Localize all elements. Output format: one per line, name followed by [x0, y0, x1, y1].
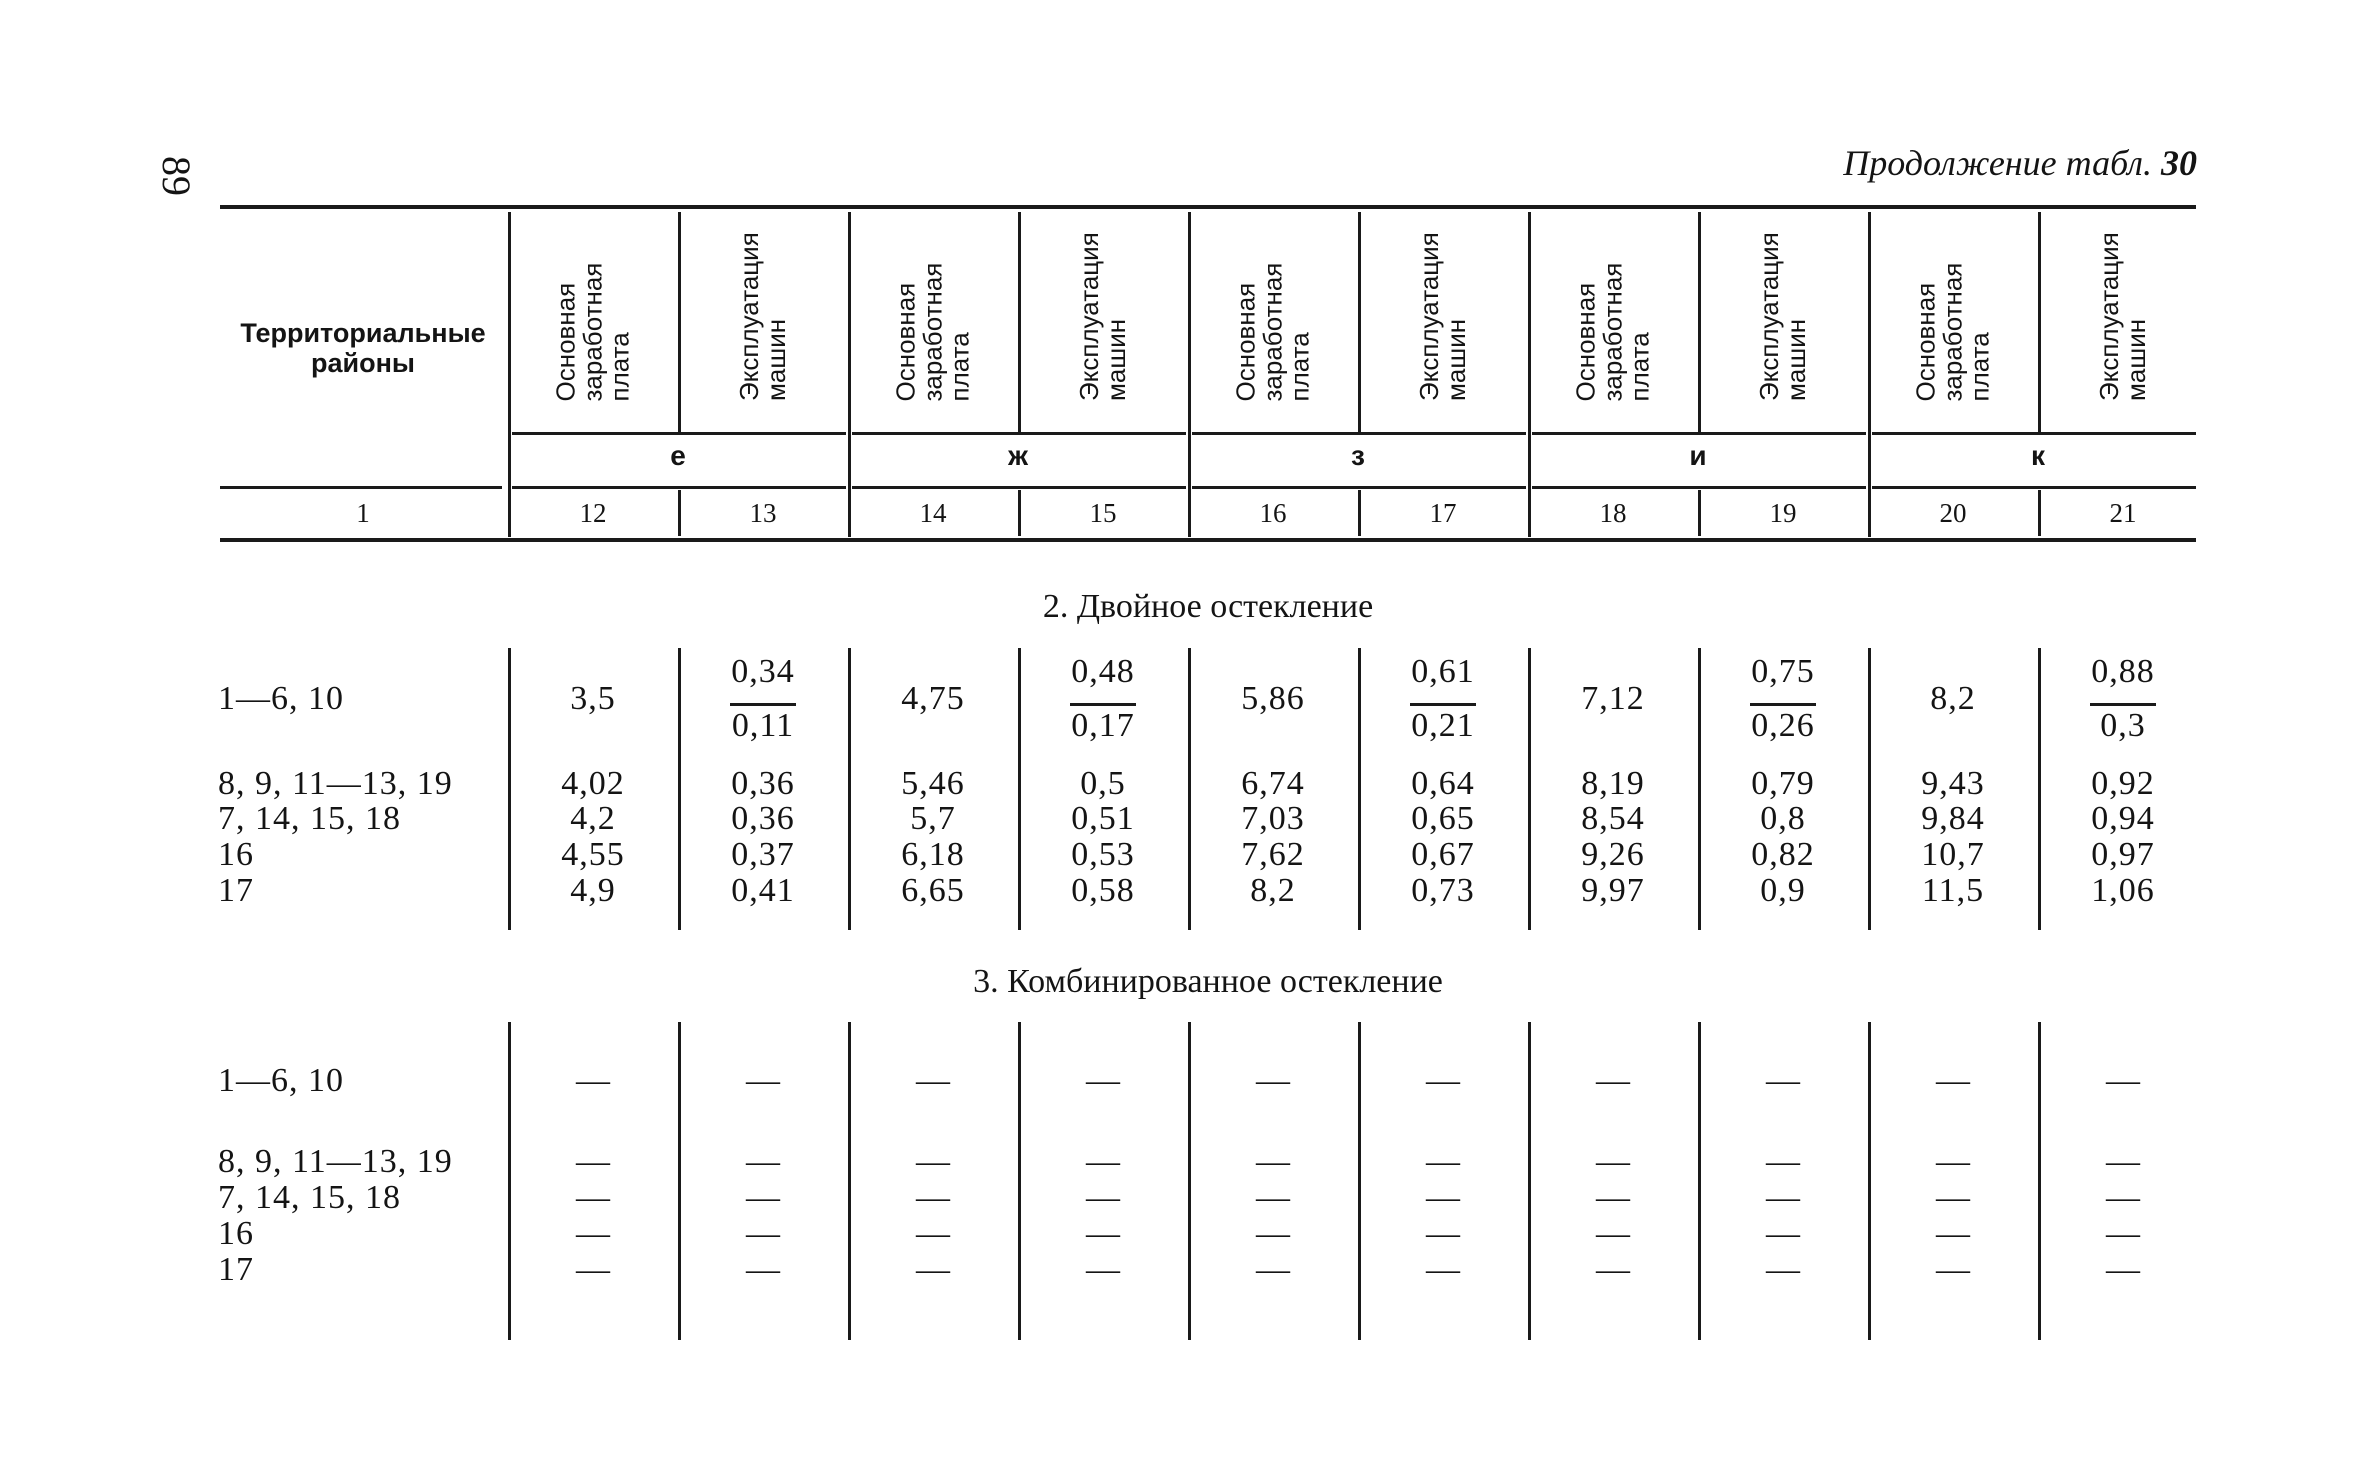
- table-cell: 0,97: [2091, 836, 2155, 873]
- header-num-separator: [2038, 490, 2041, 536]
- row-label: 16: [218, 836, 254, 873]
- header-machines: [2023, 221, 2223, 401]
- column-number: 1: [356, 498, 370, 528]
- row-label: 17: [218, 872, 254, 909]
- fraction-cell: [1368, 653, 1518, 753]
- table-cell: 0,53: [1071, 836, 1135, 873]
- empty-dash-cell: —: [1766, 1143, 1800, 1180]
- table-cell: 4,2: [570, 800, 616, 837]
- fraction-cell: [2048, 653, 2198, 753]
- section-title: 2. Двойное остекление: [1042, 588, 1374, 625]
- table-cell: 11,5: [1921, 872, 1985, 909]
- empty-dash-cell: —: [916, 1143, 950, 1180]
- empty-dash-cell: —: [1766, 1251, 1800, 1288]
- empty-dash-cell: —: [576, 1062, 610, 1099]
- empty-dash-cell: —: [1426, 1179, 1460, 1216]
- row-label: 7, 14, 15, 18: [218, 800, 401, 837]
- empty-dash-cell: —: [576, 1215, 610, 1252]
- table-cell: 7,12: [1581, 680, 1645, 717]
- table-cell: 0,67: [1411, 836, 1475, 873]
- body-column-separator: [2038, 1022, 2041, 1340]
- table-cell: 0,37: [731, 836, 795, 873]
- empty-dash-cell: —: [1596, 1062, 1630, 1099]
- table-cell: 8,54: [1581, 800, 1645, 837]
- group-letter: ж: [1008, 440, 1028, 471]
- group-rule-top: [1872, 432, 2196, 435]
- fraction-numerator: 0,48: [1071, 653, 1135, 690]
- group-letter: к: [2030, 440, 2045, 471]
- section-title: 3. Комбинированное остекление: [973, 963, 1443, 1000]
- header-text: Основная заработная плата: [1570, 262, 1655, 401]
- header-text: Основная заработная плата: [550, 262, 635, 401]
- table-cell: 0,58: [1071, 872, 1135, 909]
- table-cell: 9,84: [1921, 800, 1985, 837]
- table-cell: 6,18: [901, 836, 965, 873]
- table-cell: 0,73: [1411, 872, 1475, 909]
- empty-dash-cell: —: [916, 1251, 950, 1288]
- table-cell: 0,79: [1751, 765, 1815, 802]
- body-column-separator: [2038, 648, 2041, 930]
- table-cell: 9,43: [1921, 765, 1985, 802]
- column-number: 18: [1599, 498, 1627, 528]
- table-cell: 0,65: [1411, 800, 1475, 837]
- column-number: 17: [1429, 498, 1457, 528]
- body-column-separator: [1358, 1022, 1361, 1340]
- body-column-separator: [1188, 648, 1191, 930]
- table-cell: 0,64: [1411, 765, 1475, 802]
- empty-dash-cell: —: [1256, 1143, 1290, 1180]
- table-cell: 8,19: [1581, 765, 1645, 802]
- empty-dash-cell: —: [1426, 1062, 1460, 1099]
- header-text: Эксплуатация машин: [734, 232, 791, 401]
- table-cell: 10,7: [1921, 836, 1985, 873]
- empty-dash-cell: —: [1596, 1215, 1630, 1252]
- fraction-denominator: 0,3: [2100, 707, 2146, 744]
- body-column-separator: [678, 1022, 681, 1340]
- table-cell: 1,06: [2091, 872, 2155, 909]
- empty-dash-cell: —: [576, 1251, 610, 1288]
- column-number: 12: [579, 498, 607, 528]
- body-column-separator: [1528, 1022, 1531, 1340]
- row-label: 8, 9, 11—13, 19: [218, 765, 453, 802]
- empty-dash-cell: —: [1426, 1215, 1460, 1252]
- fraction-denominator: 0,21: [1411, 707, 1475, 744]
- fraction-bar: [2090, 703, 2156, 706]
- fraction-numerator: 0,88: [2091, 653, 2155, 690]
- table-cell: 5,86: [1241, 680, 1305, 717]
- empty-dash-cell: —: [1256, 1251, 1290, 1288]
- body-column-separator: [1018, 1022, 1021, 1340]
- table-cell: 5,7: [910, 800, 956, 837]
- empty-dash-cell: —: [1936, 1143, 1970, 1180]
- table-cell: 0,8: [1760, 800, 1806, 837]
- column-number: 20: [1939, 498, 1967, 528]
- table-cell: 0,92: [2091, 765, 2155, 802]
- body-column-separator: [848, 1022, 851, 1340]
- caption-table-number: 30: [2161, 143, 2197, 183]
- empty-dash-cell: —: [1596, 1251, 1630, 1288]
- empty-dash-cell: —: [1256, 1062, 1290, 1099]
- empty-dash-cell: —: [746, 1062, 780, 1099]
- table-cell: 0,82: [1751, 836, 1815, 873]
- body-column-separator: [1868, 1022, 1871, 1340]
- column-number: 19: [1769, 498, 1797, 528]
- empty-dash-cell: —: [1086, 1215, 1120, 1252]
- body-column-separator: [848, 648, 851, 930]
- empty-dash-cell: —: [1936, 1215, 1970, 1252]
- group-rule-bottom: [1872, 486, 2196, 489]
- header-text: Основная заработная плата: [1230, 262, 1315, 401]
- header-num-separator: [678, 490, 681, 536]
- header-text: Эксплуатация машин: [1754, 232, 1811, 401]
- table-cell: 5,46: [901, 765, 965, 802]
- body-column-separator: [1698, 1022, 1701, 1340]
- empty-dash-cell: —: [1086, 1062, 1120, 1099]
- header-text: Основная заработная плата: [890, 262, 975, 401]
- fraction-numerator: 0,75: [1751, 653, 1815, 690]
- group-rule-bottom: [1532, 486, 1866, 489]
- empty-dash-cell: —: [2106, 1062, 2140, 1099]
- empty-dash-cell: —: [1766, 1215, 1800, 1252]
- empty-dash-cell: —: [746, 1179, 780, 1216]
- empty-dash-cell: —: [1256, 1179, 1290, 1216]
- header-bottom-rule: [220, 538, 2196, 542]
- row-label: 17: [218, 1251, 254, 1288]
- table-cell: 4,75: [901, 680, 965, 717]
- header-num-separator: [1698, 490, 1701, 536]
- row-label-rule: [220, 486, 502, 489]
- column-number: 16: [1259, 498, 1287, 528]
- table-cell: 0,36: [731, 765, 795, 802]
- row-label: 1—6, 10: [218, 680, 344, 717]
- table-cell: 4,9: [570, 872, 616, 909]
- table-top-rule: [220, 205, 2196, 209]
- empty-dash-cell: —: [916, 1215, 950, 1252]
- column-number: 21: [2109, 498, 2137, 528]
- group-rule-bottom: [512, 486, 846, 489]
- group-rule-bottom: [1192, 486, 1526, 489]
- empty-dash-cell: —: [2106, 1179, 2140, 1216]
- empty-dash-cell: —: [1936, 1251, 1970, 1288]
- empty-dash-cell: —: [1086, 1179, 1120, 1216]
- empty-dash-cell: —: [746, 1251, 780, 1288]
- body-column-separator: [508, 1022, 511, 1340]
- empty-dash-cell: —: [746, 1215, 780, 1252]
- table-cell: 4,02: [561, 765, 625, 802]
- table-cell: 7,03: [1241, 800, 1305, 837]
- row-label: 8, 9, 11—13, 19: [218, 1143, 453, 1180]
- column-number: 13: [749, 498, 777, 528]
- row-label: 16: [218, 1215, 254, 1252]
- empty-dash-cell: —: [916, 1179, 950, 1216]
- empty-dash-cell: —: [916, 1062, 950, 1099]
- table-cell: 0,51: [1071, 800, 1135, 837]
- empty-dash-cell: —: [1426, 1143, 1460, 1180]
- table-cell: 7,62: [1241, 836, 1305, 873]
- body-column-separator: [508, 648, 511, 930]
- empty-dash-cell: —: [746, 1143, 780, 1180]
- empty-dash-cell: —: [1766, 1179, 1800, 1216]
- group-letter: з: [1351, 440, 1365, 471]
- fraction-numerator: 0,61: [1411, 653, 1475, 690]
- body-column-separator: [1018, 648, 1021, 930]
- table-caption: [1843, 142, 2197, 184]
- table-cell: 8,2: [1250, 872, 1296, 909]
- header-text: Основная заработная плата: [1910, 262, 1995, 401]
- table-cell: 9,26: [1581, 836, 1645, 873]
- row-label: 7, 14, 15, 18: [218, 1179, 401, 1216]
- table-cell: 6,65: [901, 872, 965, 909]
- group-letter: е: [670, 440, 686, 471]
- table-cell: 9,97: [1581, 872, 1645, 909]
- table-cell: 3,5: [570, 680, 616, 717]
- table-cell: 4,55: [561, 836, 625, 873]
- column-number: 14: [919, 498, 947, 528]
- table-cell: 0,36: [731, 800, 795, 837]
- header-row-label: Территориальные районы: [240, 318, 486, 378]
- column-number: 15: [1089, 498, 1117, 528]
- body-column-separator: [1358, 648, 1361, 930]
- empty-dash-cell: —: [1596, 1143, 1630, 1180]
- header-text: Эксплуатация машин: [1414, 232, 1471, 401]
- table-cell: 0,94: [2091, 800, 2155, 837]
- fraction-cell: [1028, 653, 1178, 753]
- header-text: Эксплуатация машин: [1074, 232, 1131, 401]
- row-label: 1—6, 10: [218, 1062, 344, 1099]
- table-cell: 0,9: [1760, 872, 1806, 909]
- group-letter: и: [1689, 440, 1707, 471]
- empty-dash-cell: —: [1936, 1179, 1970, 1216]
- empty-dash-cell: —: [2106, 1143, 2140, 1180]
- fraction-bar: [1410, 703, 1476, 706]
- fraction-bar: [1070, 703, 1136, 706]
- fraction-bar: [730, 703, 796, 706]
- empty-dash-cell: —: [576, 1143, 610, 1180]
- empty-dash-cell: —: [1086, 1251, 1120, 1288]
- empty-dash-cell: —: [1256, 1215, 1290, 1252]
- body-column-separator: [1868, 648, 1871, 930]
- caption-text: Продолжение табл.: [1843, 143, 2152, 183]
- empty-dash-cell: —: [576, 1179, 610, 1216]
- empty-dash-cell: —: [1766, 1062, 1800, 1099]
- fraction-denominator: 0,26: [1751, 707, 1815, 744]
- table-cell: 0,5: [1080, 765, 1126, 802]
- table-cell: 8,2: [1930, 680, 1976, 717]
- group-rule-bottom: [852, 486, 1186, 489]
- empty-dash-cell: —: [1086, 1143, 1120, 1180]
- header-num-separator: [1018, 490, 1021, 536]
- fraction-denominator: 0,17: [1071, 707, 1135, 744]
- fraction-cell: [1708, 653, 1858, 753]
- empty-dash-cell: —: [2106, 1251, 2140, 1288]
- header-text: Эксплуатация машин: [2094, 232, 2151, 401]
- empty-dash-cell: —: [1426, 1251, 1460, 1288]
- header-num-separator: [1358, 490, 1361, 536]
- fraction-bar: [1750, 703, 1816, 706]
- table-cell: 0,41: [731, 872, 795, 909]
- body-column-separator: [1698, 648, 1701, 930]
- table-cell: 6,74: [1241, 765, 1305, 802]
- fraction-numerator: 0,34: [731, 653, 795, 690]
- body-column-separator: [1528, 648, 1531, 930]
- empty-dash-cell: —: [1596, 1179, 1630, 1216]
- empty-dash-cell: —: [2106, 1215, 2140, 1252]
- fraction-denominator: 0,11: [731, 707, 795, 744]
- page-number: 89: [154, 156, 199, 196]
- fraction-cell: [688, 653, 838, 753]
- body-column-separator: [678, 648, 681, 930]
- body-column-separator: [1188, 1022, 1191, 1340]
- empty-dash-cell: —: [1936, 1062, 1970, 1099]
